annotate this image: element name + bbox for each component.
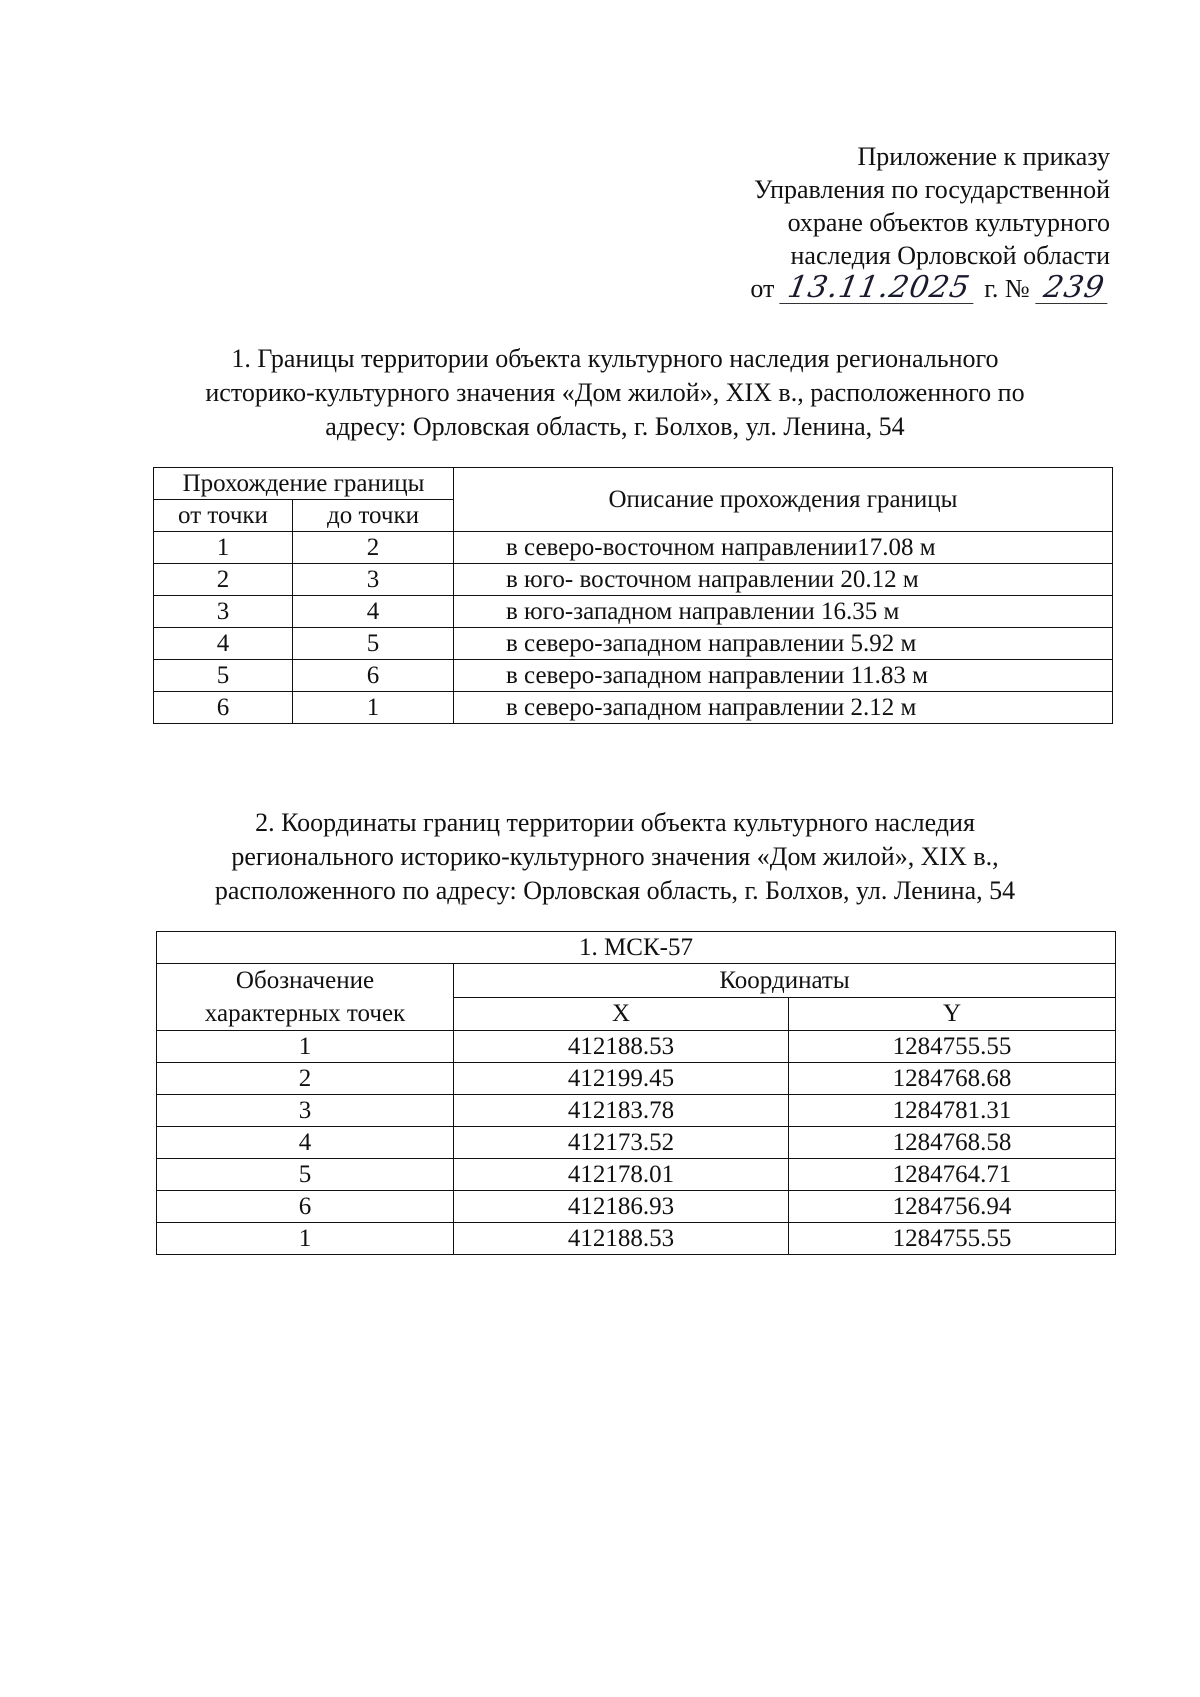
table-row xyxy=(157,1063,1116,1095)
title-line: историко-культурного значения «Дом жилой», XIX в., расположенного по xyxy=(205,378,1025,407)
header-line: Приложение к приказу xyxy=(857,142,1110,171)
cell-to: 6 xyxy=(293,660,454,692)
table-row xyxy=(157,1191,1116,1223)
table-row xyxy=(154,596,1113,628)
cell-y: 1284756.94 xyxy=(789,1191,1116,1223)
cell-to: 5 xyxy=(293,628,454,660)
title-line: расположенного по адресу: Орловская область, г. Болхов, ул. Ленина, 54 xyxy=(214,876,1016,905)
header-coordinate-system: 1. МСК-57 xyxy=(157,932,1116,964)
cell-x: 412199.45 xyxy=(454,1063,789,1095)
table-row xyxy=(157,1159,1116,1191)
title-line: адресу: Орловская область, г. Болхов, ул. Ленина, 54 xyxy=(325,412,905,441)
handwritten-date: 13.11.2025 xyxy=(780,273,979,304)
cell-from: 6 xyxy=(154,692,293,724)
header-points-line: Обозначение xyxy=(235,967,375,994)
title-line: 1. Границы территории объекта культурного наследия регионального xyxy=(231,344,999,373)
header-description: Описание прохождения границы xyxy=(454,468,1113,532)
table-row xyxy=(157,1095,1116,1127)
title-line: регионального историко-культурного значения «Дом жилой», XIX в., xyxy=(231,842,999,871)
coordinates-table xyxy=(156,931,1116,1255)
cell-from: 3 xyxy=(154,596,293,628)
header-from-point: от точки xyxy=(154,500,293,532)
table-row xyxy=(154,628,1113,660)
cell-to: 4 xyxy=(293,596,454,628)
table-row xyxy=(154,692,1113,724)
cell-x: 412188.53 xyxy=(454,1223,789,1255)
order-date-line xyxy=(590,272,1110,305)
cell-x: 412183.78 xyxy=(454,1095,789,1127)
cell-point: 6 xyxy=(157,1191,454,1223)
cell-description: в северо-западном направлении 11.83 м xyxy=(454,660,1113,692)
table-row xyxy=(154,532,1113,564)
boundary-table xyxy=(153,467,1113,724)
cell-y: 1284755.55 xyxy=(789,1223,1116,1255)
header-line: наследия Орловской области xyxy=(790,241,1110,270)
header-line: Управления по государственной xyxy=(753,175,1110,204)
cell-description: в юго-западном направлении 16.35 м xyxy=(454,596,1113,628)
header-to-point: до точки xyxy=(293,500,454,532)
cell-y: 1284764.71 xyxy=(789,1159,1116,1191)
table-row xyxy=(154,660,1113,692)
cell-point: 1 xyxy=(157,1223,454,1255)
date-prefix: от xyxy=(750,274,775,303)
cell-to: 2 xyxy=(293,532,454,564)
cell-from: 2 xyxy=(154,564,293,596)
date-suffix: г. № xyxy=(984,274,1030,303)
cell-y: 1284781.31 xyxy=(789,1095,1116,1127)
header-boundary-passage: Прохождение границы xyxy=(154,468,454,500)
cell-to: 3 xyxy=(293,564,454,596)
header-coordinates: Координаты xyxy=(454,964,1116,998)
cell-point: 3 xyxy=(157,1095,454,1127)
cell-x: 412186.93 xyxy=(454,1191,789,1223)
header-points-line: характерных точек xyxy=(204,1000,406,1027)
section2-title xyxy=(150,806,1080,908)
cell-x: 412188.53 xyxy=(454,1031,789,1063)
cell-x: 412178.01 xyxy=(454,1159,789,1191)
cell-description: в северо-восточном направлении17.08 м xyxy=(454,532,1113,564)
cell-y: 1284768.68 xyxy=(789,1063,1116,1095)
header-y: Y xyxy=(789,997,1116,1031)
section1-title xyxy=(150,342,1080,444)
table-row xyxy=(157,1031,1116,1063)
handwritten-order-number: 239 xyxy=(1035,273,1113,304)
cell-point: 4 xyxy=(157,1127,454,1159)
cell-y: 1284768.58 xyxy=(789,1127,1116,1159)
table-row xyxy=(157,1127,1116,1159)
header-x: X xyxy=(454,997,789,1031)
cell-from: 1 xyxy=(154,532,293,564)
cell-point: 1 xyxy=(157,1031,454,1063)
cell-y: 1284755.55 xyxy=(789,1031,1116,1063)
appendix-header xyxy=(590,140,1110,305)
cell-from: 5 xyxy=(154,660,293,692)
cell-point: 2 xyxy=(157,1063,454,1095)
table-row xyxy=(157,1223,1116,1255)
cell-description: в юго- восточном направлении 20.12 м xyxy=(454,564,1113,596)
cell-to: 1 xyxy=(293,692,454,724)
title-line: 2. Координаты границ территории объекта культурного наследия xyxy=(255,808,975,837)
header-line: охране объектов культурного xyxy=(787,208,1110,237)
cell-point: 5 xyxy=(157,1159,454,1191)
cell-description: в северо-западном направлении 2.12 м xyxy=(454,692,1113,724)
table-row xyxy=(154,564,1113,596)
cell-from: 4 xyxy=(154,628,293,660)
header-points xyxy=(157,964,454,1031)
cell-description: в северо-западном направлении 5.92 м xyxy=(454,628,1113,660)
cell-x: 412173.52 xyxy=(454,1127,789,1159)
